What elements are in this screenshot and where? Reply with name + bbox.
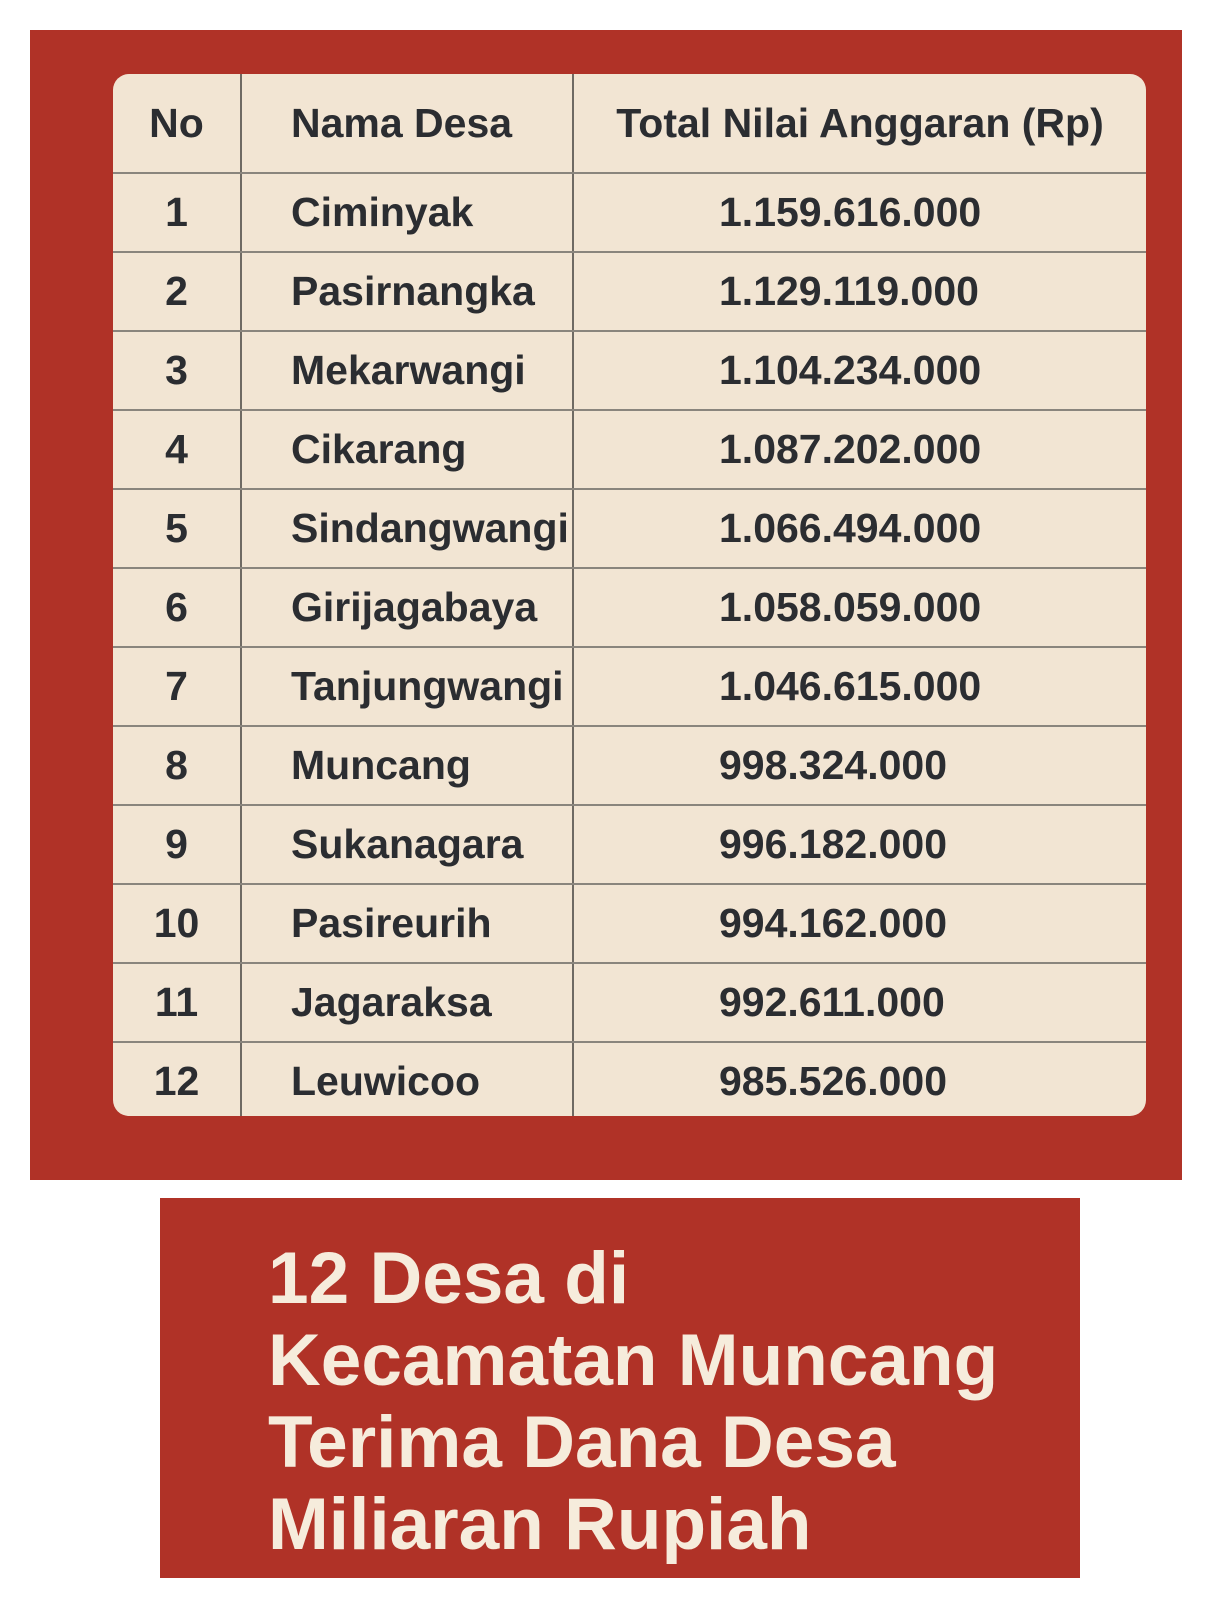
headline — [268, 1238, 1068, 1566]
row-number: 6 — [113, 568, 241, 647]
headline-line: 12 Desa di — [268, 1238, 630, 1319]
budget-total: 998.324.000 — [573, 726, 1146, 805]
budget-total: 1.058.059.000 — [573, 568, 1146, 647]
row-number: 12 — [113, 1042, 241, 1116]
header-total-budget: Total Nilai Anggaran (Rp) — [573, 74, 1146, 173]
table-row — [113, 963, 1146, 1042]
row-number: 1 — [113, 173, 241, 252]
budget-total: 1.104.234.000 — [573, 331, 1146, 410]
table-row — [113, 331, 1146, 410]
table-row — [113, 410, 1146, 489]
row-number: 3 — [113, 331, 241, 410]
table-row — [113, 489, 1146, 568]
village-name: Leuwicoo — [241, 1042, 573, 1116]
village-name: Sukanagara — [241, 805, 573, 884]
headline-line: Miliaran Rupiah — [268, 1484, 812, 1565]
village-name: Jagaraksa — [241, 963, 573, 1042]
village-name: Tanjungwangi — [241, 647, 573, 726]
row-number: 5 — [113, 489, 241, 568]
headline-line: Kecamatan Muncang — [268, 1320, 999, 1401]
table-row — [113, 647, 1146, 726]
budget-total: 985.526.000 — [719, 1058, 948, 1104]
budget-table-card — [113, 74, 1146, 1116]
budget-total: 1.159.616.000 — [573, 173, 1146, 252]
budget-total: 1.087.202.000 — [573, 410, 1146, 489]
row-number: 9 — [113, 805, 241, 884]
budget-total: 1.129.119.000 — [573, 252, 1146, 331]
budget-total: 1.066.494.000 — [573, 489, 1146, 568]
village-name: Pasireurih — [241, 884, 573, 963]
header-village-name: Nama Desa — [241, 74, 573, 173]
top-red-panel — [30, 30, 1182, 1180]
village-name: Sindangwangi — [241, 489, 573, 568]
row-number: 2 — [113, 252, 241, 331]
table-row — [113, 726, 1146, 805]
budget-total: 992.611.000 — [573, 963, 1146, 1042]
headline-panel — [160, 1198, 1080, 1578]
village-name: Muncang — [241, 726, 573, 805]
table-body — [113, 173, 1146, 1116]
village-name: Pasirnangka — [241, 252, 573, 331]
village-name: Cikarang — [241, 410, 573, 489]
row-number: 11 — [113, 963, 241, 1042]
header-no: No — [113, 74, 241, 173]
village-budget-table — [113, 74, 1146, 1116]
table-row — [113, 805, 1146, 884]
table-row — [113, 252, 1146, 331]
row-number: 7 — [113, 647, 241, 726]
headline-line: Terima Dana Desa — [268, 1402, 896, 1483]
village-name: Ciminyak — [241, 173, 573, 252]
row-number: 10 — [113, 884, 241, 963]
village-name: Girijagabaya — [241, 568, 573, 647]
row-number: 4 — [113, 410, 241, 489]
row-number: 8 — [113, 726, 241, 805]
table-header-row — [113, 74, 1146, 173]
table-row — [113, 884, 1146, 963]
budget-total: 996.182.000 — [573, 805, 1146, 884]
budget-total: 1.046.615.000 — [573, 647, 1146, 726]
village-name: Mekarwangi — [241, 331, 573, 410]
table-row — [113, 173, 1146, 252]
table-row — [113, 568, 1146, 647]
table-row — [113, 1042, 1146, 1116]
budget-total: 994.162.000 — [573, 884, 1146, 963]
